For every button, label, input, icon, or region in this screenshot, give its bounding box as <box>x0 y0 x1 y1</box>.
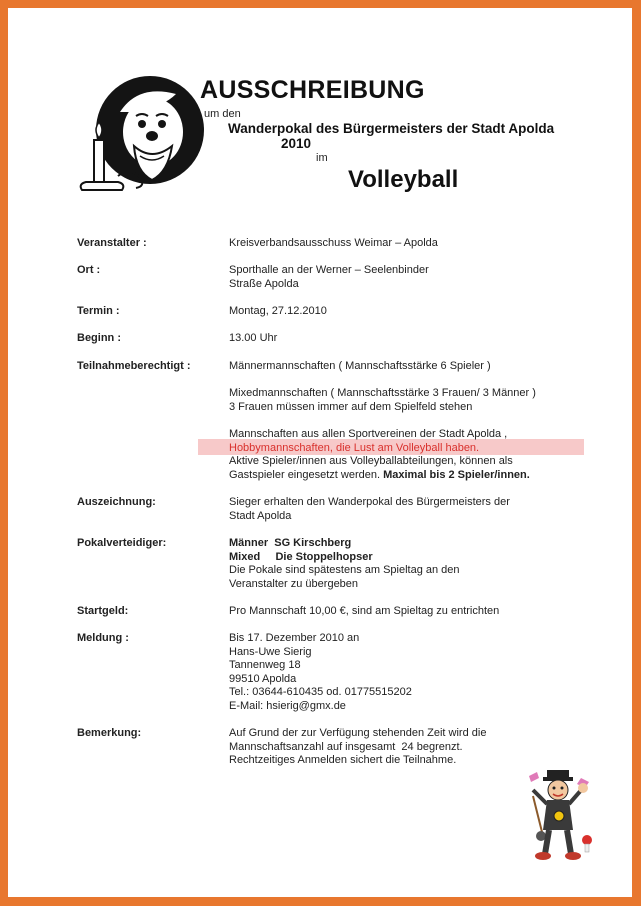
santa-candle-clipart <box>68 72 208 202</box>
meldung-line: Tannenweg 18 <box>229 659 301 672</box>
ort-line: Straße Apolda <box>229 277 299 290</box>
bemerkung-line: Auf Grund der zur Verfügung stehenden Zeit wird die <box>229 727 487 739</box>
label-ort: Ort : <box>77 264 101 276</box>
chimney-sweep-clipart <box>523 766 595 866</box>
value-termin: Montag, 27.12.2010 <box>229 305 327 317</box>
cup-name: Wanderpokal des Bürgermeisters der Stadt Apolda <box>228 121 555 136</box>
label-startgeld: Startgeld: <box>77 605 129 617</box>
meldung-line: 99510 Apolda <box>229 672 297 685</box>
pokal-line: Die Pokale sind spätestens am Spieltag an den <box>229 564 460 577</box>
teilnahme-line: Mannschaften aus allen Sportvereinen der Stadt Apolda , <box>229 428 508 440</box>
subtitle-um-den: um den <box>204 108 241 120</box>
teilnahme-line-text: Gastspieler eingesetzt werden. <box>229 468 384 481</box>
label-bemerkung: Bemerkung: <box>77 727 142 739</box>
value-meldung <box>229 632 412 714</box>
page-title: AUSSCHREIBUNG <box>200 76 425 104</box>
subtitle-im: im <box>316 152 328 164</box>
document-page <box>8 8 632 897</box>
value-teilnahme-teams <box>229 428 530 482</box>
value-veranstalter: Kreisverbandsausschuss Weimar – Apolda <box>229 237 438 249</box>
label-auszeichnung: Auszeichnung: <box>77 496 156 508</box>
value-teilnahme-mixed <box>229 387 536 414</box>
meldung-line: Tel.: 03644-610435 od. 01775515202 <box>229 686 412 699</box>
auszeichnung-line: Stadt Apolda <box>229 509 292 522</box>
value-teilnahme-men: Männermannschaften ( Mannschaftsstärke 6 Spieler ) <box>229 360 491 372</box>
label-beginn: Beginn : <box>77 332 121 344</box>
event-year: 2010 <box>281 136 312 151</box>
value-ort <box>229 264 429 291</box>
value-startgeld: Pro Mannschaft 10,00 €, sind am Spieltag zu entrichten <box>229 605 500 617</box>
label-veranstalter: Veranstalter : <box>77 237 147 249</box>
teilnahme-line <box>229 469 530 483</box>
value-auszeichnung <box>229 496 510 523</box>
pokal-line: Veranstalter zu übergeben <box>229 577 359 590</box>
pokal-men-holder: Männer SG Kirschberg <box>229 537 352 549</box>
teilnahme-highlighted-line: Hobbymannschaften, die Lust am Volleyball haben. <box>229 441 480 454</box>
teilnahme-max-note: Maximal bis 2 Spieler/innen. <box>383 468 530 481</box>
teilnahme-line: 3 Frauen müssen immer auf dem Spielfeld stehen <box>229 400 473 413</box>
meldung-email[interactable]: E-Mail: hsierig@gmx.de <box>229 699 346 712</box>
label-pokalverteidiger: Pokalverteidiger: <box>77 537 167 549</box>
value-beginn: 13.00 Uhr <box>229 332 278 344</box>
teilnahme-line: Aktive Spieler/innen aus Volleyballabteilungen, können als <box>229 455 513 468</box>
meldung-line: Hans-Uwe Sierig <box>229 645 312 658</box>
teilnahme-line: Mixedmannschaften ( Mannschaftsstärke 3 Frauen/ 3 Männer ) <box>229 387 536 399</box>
ort-line: Sporthalle an der Werner – Seelenbinder <box>229 264 429 276</box>
pokal-mixed-holder: Mixed Die Stoppelhopser <box>229 550 373 563</box>
label-termin: Termin : <box>77 305 120 317</box>
label-teilnahme: Teilnahmeberechtigt : <box>77 360 191 372</box>
meldung-line: Bis 17. Dezember 2010 an <box>229 632 360 644</box>
value-pokalverteidiger <box>229 537 460 591</box>
sport-title: Volleyball <box>348 166 459 193</box>
auszeichnung-line: Sieger erhalten den Wanderpokal des Bürgermeisters der <box>229 496 510 508</box>
bemerkung-line: Rechtzeitiges Anmelden sichert die Teilnahme. <box>229 754 457 767</box>
label-meldung: Meldung : <box>77 632 129 644</box>
value-bemerkung <box>229 727 486 768</box>
bemerkung-line: Mannschaftsanzahl auf insgesamt 24 begrenzt. <box>229 740 463 753</box>
